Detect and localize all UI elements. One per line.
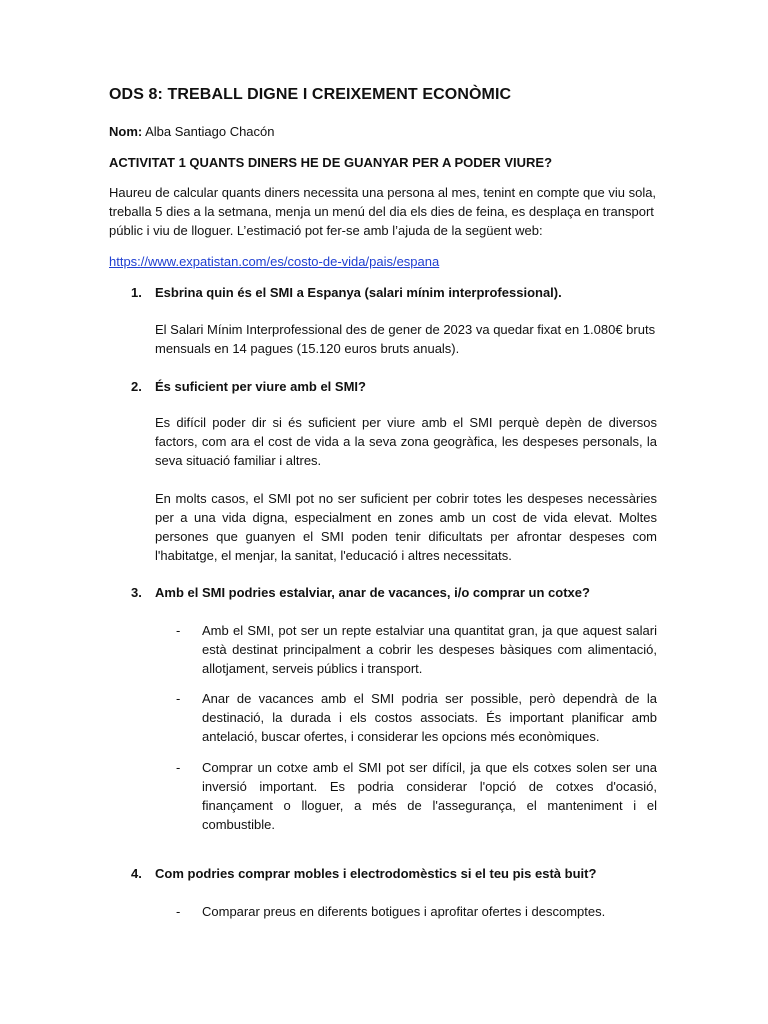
name-label: Nom:	[109, 124, 143, 139]
bullet-dash: -	[176, 623, 181, 638]
question-title: Com podries comprar mobles i electrodomèstics si el teu pis està buit?	[155, 866, 597, 881]
bullet-text: Comparar preus en diferents botigues i aprofitar ofertes i descomptes.	[202, 904, 606, 919]
student-name-line	[109, 122, 275, 141]
bullet-dash: -	[176, 760, 181, 775]
question-number: 3.	[131, 585, 142, 600]
question-number: 4.	[131, 866, 142, 881]
answer-2-paragraph-2: En molts casos, el SMI pot no ser suficient per cobrir totes les despeses necessàries per a una vida digna, especialment en zones amb un cost de vida elevat. Moltes persones que guanyen el SMI poden tenir dificultats per afrontar despeses com l'habitatge, el menjar, la sanitat, l'educació i altres necessitats.	[155, 491, 657, 563]
bullet-text: Comprar un cotxe amb el SMI pot ser difícil, ja que els cotxes solen ser una inversió important. Es podria considerar l'opció de cotxes d'ocasió, finançament o lloguer, a més de l'assegurança, el manteniment i el combustible.	[202, 760, 657, 832]
bullet-dash: -	[176, 691, 181, 706]
question-number: 1.	[131, 285, 142, 300]
bullet-text: Anar de vacances amb el SMI podria ser possible, però dependrà de la destinació, la durada i els costos associats. És important planificar amb antelació, buscar ofertes, i considerar les opcions més econòmiques.	[202, 691, 657, 744]
question-title: Esbrina quin és el SMI a Espanya (salari mínim interprofessional).	[155, 285, 562, 300]
document-title: ODS 8: TREBALL DIGNE I CREIXEMENT ECONÒMIC	[109, 86, 512, 103]
bullet-dash: -	[176, 904, 181, 919]
answer-2-paragraph-1: Es difícil poder dir si és suficient per viure amb el SMI perquè depèn de diversos factors, com ara el cost de vida a la seva zona geogràfica, les despeses personals, la seva situació familiar i altres.	[155, 415, 657, 468]
activity-title: ACTIVITAT 1 QUANTS DINERS HE DE GUANYAR PER A PODER VIURE?	[109, 155, 553, 170]
answer-1-paragraph: El Salari Mínim Interprofessional des de gener de 2023 va quedar fixat en 1.080€ bruts mensuals en 14 pagues (15.120 euros bruts anuals).	[155, 322, 656, 356]
question-title: Amb el SMI podries estalviar, anar de vacances, i/o comprar un cotxe?	[155, 585, 590, 600]
bullet-text: Amb el SMI, pot ser un repte estalviar una quantitat gran, ja que aquest salari està destinat principalment a cobrir les despeses bàsiques com alimentació, allotjament, serveis públics i transport.	[202, 623, 657, 676]
intro-paragraph: Haureu de calcular quants diners necessita una persona al mes, tenint en compte que viu sola, treballa 5 dies a la setmana, menja un menú del dia els dies de feina, es desplaça en transport públic i viu de lloguer. L’estimació pot fer-se amb l’ajuda de la següent web:	[109, 185, 657, 238]
question-title: És suficient per viure amb el SMI?	[155, 379, 366, 394]
question-number: 2.	[131, 379, 142, 394]
expatistan-link[interactable]: https://www.expatistan.com/es/costo-de-vida/pais/espana	[109, 254, 440, 269]
student-name: Alba Santiago Chacón	[145, 124, 275, 139]
